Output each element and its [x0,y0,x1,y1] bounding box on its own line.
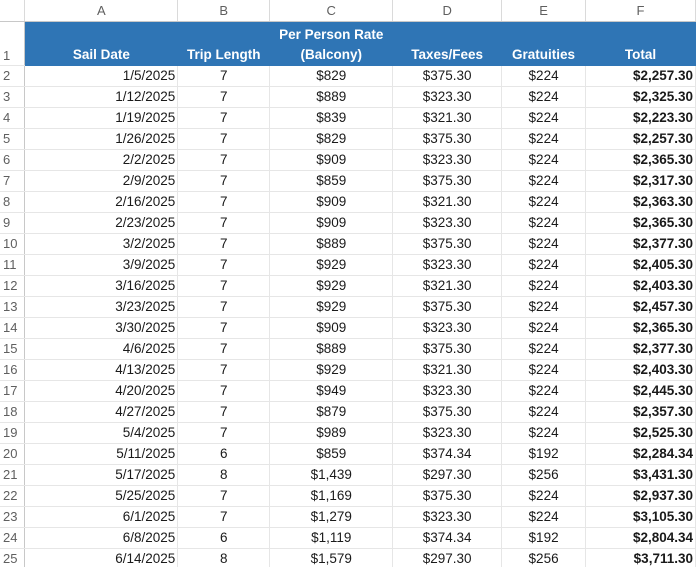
cell-trip-length[interactable]: 7 [178,485,270,506]
cell-trip-length[interactable]: 7 [178,212,270,233]
cell-taxes-fees[interactable]: $323.30 [393,149,502,170]
header-sail-date[interactable]: Sail Date [25,22,178,66]
cell-gratuities[interactable]: $224 [502,254,586,275]
cell-trip-length[interactable]: 7 [178,401,270,422]
table-row [0,296,696,317]
cell-gratuities[interactable]: $224 [502,191,586,212]
cell-sail-date[interactable]: 4/20/2025 [25,380,178,401]
table-header-row [0,22,696,66]
cell-total[interactable]: $2,445.30 [586,380,696,401]
table-row [0,107,696,128]
column-header-b[interactable]: B [178,0,270,22]
cell-sail-date[interactable]: 2/9/2025 [25,170,178,191]
cell-sail-date[interactable]: 4/27/2025 [25,401,178,422]
row-number[interactable]: 15 [0,338,25,359]
cell-rate[interactable]: $929 [270,254,393,275]
table-row [0,170,696,191]
cell-gratuities[interactable]: $256 [502,548,586,567]
cell-taxes-fees[interactable]: $321.30 [393,275,502,296]
cell-total[interactable]: $2,325.30 [586,86,696,107]
row-number[interactable]: 7 [0,170,25,191]
row-number[interactable]: 3 [0,86,25,107]
cell-total[interactable]: $2,365.30 [586,149,696,170]
cell-rate[interactable]: $1,579 [270,548,393,567]
cell-gratuities[interactable]: $224 [502,401,586,422]
cell-gratuities[interactable]: $224 [502,296,586,317]
cell-trip-length[interactable]: 6 [178,443,270,464]
row-number[interactable]: 8 [0,191,25,212]
cell-rate[interactable]: $859 [270,170,393,191]
table-row [0,527,696,548]
cell-total[interactable]: $2,804.34 [586,527,696,548]
cell-total[interactable]: $2,365.30 [586,212,696,233]
cell-sail-date[interactable]: 3/2/2025 [25,233,178,254]
header-per-person-rate[interactable] [270,22,393,66]
cell-gratuities[interactable]: $224 [502,149,586,170]
cell-sail-date[interactable]: 2/2/2025 [25,149,178,170]
column-header-d[interactable]: D [393,0,502,22]
header-total[interactable]: Total [586,22,696,66]
cell-rate[interactable]: $909 [270,212,393,233]
cell-rate[interactable]: $1,119 [270,527,393,548]
cell-gratuities[interactable]: $224 [502,107,586,128]
table-row [0,86,696,107]
table-row [0,359,696,380]
cell-rate[interactable]: $1,169 [270,485,393,506]
header-rate-line1: Per Person Rate [279,26,384,42]
cell-gratuities[interactable]: $224 [502,170,586,191]
cell-total[interactable]: $2,357.30 [586,401,696,422]
cell-trip-length[interactable]: 7 [178,107,270,128]
cell-trip-length[interactable]: 7 [178,275,270,296]
table-row [0,233,696,254]
cell-taxes-fees[interactable]: $375.30 [393,296,502,317]
cell-total[interactable]: $2,403.30 [586,275,696,296]
cell-rate[interactable]: $889 [270,338,393,359]
row-number[interactable]: 10 [0,233,25,254]
row-number[interactable]: 17 [0,380,25,401]
cell-trip-length[interactable]: 7 [178,338,270,359]
cell-rate[interactable]: $829 [270,66,393,87]
select-all-corner[interactable] [0,0,25,22]
cell-taxes-fees[interactable]: $375.30 [393,401,502,422]
table-row [0,464,696,485]
row-number[interactable]: 5 [0,128,25,149]
row-number[interactable]: 4 [0,107,25,128]
column-header-bar [0,0,696,22]
row-number[interactable]: 18 [0,401,25,422]
cell-trip-length[interactable]: 8 [178,464,270,485]
cell-sail-date[interactable]: 4/6/2025 [25,338,178,359]
cell-taxes-fees[interactable]: $375.30 [393,485,502,506]
row-number[interactable]: 11 [0,254,25,275]
cell-trip-length[interactable]: 7 [178,233,270,254]
cell-rate[interactable]: $949 [270,380,393,401]
row-number[interactable]: 14 [0,317,25,338]
cell-rate[interactable]: $909 [270,191,393,212]
row-number[interactable]: 20 [0,443,25,464]
cell-total[interactable]: $3,431.30 [586,464,696,485]
cell-gratuities[interactable]: $224 [502,485,586,506]
cell-rate[interactable]: $889 [270,86,393,107]
cell-total[interactable]: $2,405.30 [586,254,696,275]
cell-sail-date[interactable]: 4/13/2025 [25,359,178,380]
cell-total[interactable]: $2,223.30 [586,107,696,128]
cell-gratuities[interactable]: $224 [502,128,586,149]
column-header-e[interactable]: E [502,0,586,22]
cell-total[interactable]: $2,525.30 [586,422,696,443]
cell-taxes-fees[interactable]: $323.30 [393,212,502,233]
cell-gratuities[interactable]: $224 [502,380,586,401]
table-row [0,422,696,443]
cell-sail-date[interactable]: 6/8/2025 [25,527,178,548]
header-gratuities[interactable]: Gratuities [502,22,586,66]
cell-trip-length[interactable]: 7 [178,506,270,527]
row-number[interactable]: 23 [0,506,25,527]
row-number[interactable]: 12 [0,275,25,296]
row-number[interactable]: 1 [0,22,25,66]
cell-gratuities[interactable]: $224 [502,275,586,296]
row-number[interactable]: 19 [0,422,25,443]
cell-gratuities[interactable]: $224 [502,506,586,527]
table-row [0,128,696,149]
row-number[interactable]: 13 [0,296,25,317]
table-row [0,548,696,567]
cell-sail-date[interactable]: 3/30/2025 [25,317,178,338]
cell-sail-date[interactable]: 1/12/2025 [25,86,178,107]
table-row [0,380,696,401]
cell-gratuities[interactable]: $224 [502,338,586,359]
cell-sail-date[interactable]: 1/26/2025 [25,128,178,149]
cell-taxes-fees[interactable]: $321.30 [393,191,502,212]
cell-trip-length[interactable]: 7 [178,191,270,212]
row-number[interactable]: 22 [0,485,25,506]
cell-sail-date[interactable]: 6/14/2025 [25,548,178,567]
cell-total[interactable]: $2,377.30 [586,338,696,359]
cell-taxes-fees[interactable]: $323.30 [393,422,502,443]
cell-rate[interactable]: $1,439 [270,464,393,485]
cell-total[interactable]: $2,257.30 [586,128,696,149]
cell-trip-length[interactable]: 7 [178,359,270,380]
cell-taxes-fees[interactable]: $323.30 [393,380,502,401]
column-header-f[interactable]: F [586,0,696,22]
row-number[interactable]: 16 [0,359,25,380]
cell-sail-date[interactable]: 5/25/2025 [25,485,178,506]
cell-trip-length[interactable]: 7 [178,422,270,443]
cell-taxes-fees[interactable]: $375.30 [393,338,502,359]
cell-rate[interactable]: $859 [270,443,393,464]
cell-gratuities[interactable]: $224 [502,212,586,233]
cell-trip-length[interactable]: 7 [178,380,270,401]
cell-total[interactable]: $2,937.30 [586,485,696,506]
cell-trip-length[interactable]: 7 [178,296,270,317]
cell-total[interactable]: $2,317.30 [586,170,696,191]
cell-taxes-fees[interactable]: $375.30 [393,233,502,254]
cell-taxes-fees[interactable]: $297.30 [393,464,502,485]
cell-sail-date[interactable]: 3/16/2025 [25,275,178,296]
cell-gratuities[interactable]: $224 [502,317,586,338]
cell-gratuities[interactable]: $224 [502,86,586,107]
cell-rate[interactable]: $929 [270,359,393,380]
cell-gratuities[interactable]: $224 [502,422,586,443]
table-row [0,443,696,464]
row-number[interactable]: 2 [0,66,25,87]
cell-rate[interactable]: $839 [270,107,393,128]
cell-sail-date[interactable]: 3/23/2025 [25,296,178,317]
cell-total[interactable]: $3,711.30 [586,548,696,567]
table-row [0,254,696,275]
cell-trip-length[interactable]: 6 [178,527,270,548]
cell-taxes-fees[interactable]: $375.30 [393,128,502,149]
cell-rate[interactable]: $879 [270,401,393,422]
cell-gratuities[interactable]: $256 [502,464,586,485]
table-row [0,338,696,359]
cell-taxes-fees[interactable]: $323.30 [393,86,502,107]
cell-sail-date[interactable]: 2/16/2025 [25,191,178,212]
cell-total[interactable]: $2,284.34 [586,443,696,464]
cell-sail-date[interactable]: 2/23/2025 [25,212,178,233]
cell-sail-date[interactable]: 1/5/2025 [25,66,178,87]
cell-total[interactable]: $2,377.30 [586,233,696,254]
cell-taxes-fees[interactable]: $323.30 [393,317,502,338]
cell-trip-length[interactable]: 7 [178,86,270,107]
cell-rate[interactable]: $929 [270,275,393,296]
table-row [0,401,696,422]
cell-taxes-fees[interactable]: $297.30 [393,548,502,567]
cell-sail-date[interactable]: 5/4/2025 [25,422,178,443]
cell-total[interactable]: $3,105.30 [586,506,696,527]
cell-taxes-fees[interactable]: $375.30 [393,170,502,191]
cell-total[interactable]: $2,365.30 [586,317,696,338]
cell-total[interactable]: $2,457.30 [586,296,696,317]
cell-gratuities[interactable]: $224 [502,66,586,87]
cell-trip-length[interactable]: 7 [178,254,270,275]
header-taxes-fees[interactable]: Taxes/Fees [393,22,502,66]
cell-total[interactable]: $2,363.30 [586,191,696,212]
cell-taxes-fees[interactable]: $375.30 [393,66,502,87]
row-number[interactable]: 21 [0,464,25,485]
cell-trip-length[interactable]: 7 [178,149,270,170]
row-number[interactable]: 24 [0,527,25,548]
cell-taxes-fees[interactable]: $323.30 [393,506,502,527]
row-number[interactable]: 25 [0,548,25,567]
cell-trip-length[interactable]: 8 [178,548,270,567]
column-header-c[interactable]: C [270,0,393,22]
cell-rate[interactable]: $1,279 [270,506,393,527]
table-row [0,275,696,296]
cell-taxes-fees[interactable]: $374.34 [393,527,502,548]
cell-total[interactable]: $2,257.30 [586,66,696,87]
cell-rate[interactable]: $909 [270,149,393,170]
cell-trip-length[interactable]: 7 [178,317,270,338]
cell-rate[interactable]: $909 [270,317,393,338]
cell-trip-length[interactable]: 7 [178,128,270,149]
cell-total[interactable]: $2,403.30 [586,359,696,380]
column-header-a[interactable]: A [25,0,178,22]
cell-taxes-fees[interactable]: $374.34 [393,443,502,464]
cell-sail-date[interactable]: 3/9/2025 [25,254,178,275]
cell-gratuities[interactable]: $224 [502,359,586,380]
table-row [0,212,696,233]
cell-taxes-fees[interactable]: $321.30 [393,359,502,380]
cell-rate[interactable]: $989 [270,422,393,443]
cell-taxes-fees[interactable]: $323.30 [393,254,502,275]
cell-sail-date[interactable]: 1/19/2025 [25,107,178,128]
table-row [0,66,696,87]
cell-gratuities[interactable]: $224 [502,233,586,254]
cell-trip-length[interactable]: 7 [178,66,270,87]
cell-sail-date[interactable]: 6/1/2025 [25,506,178,527]
table-row [0,506,696,527]
table-row [0,485,696,506]
cell-rate[interactable]: $829 [270,128,393,149]
cell-sail-date[interactable]: 5/17/2025 [25,464,178,485]
cell-sail-date[interactable]: 5/11/2025 [25,443,178,464]
row-number[interactable]: 9 [0,212,25,233]
cell-trip-length[interactable]: 7 [178,170,270,191]
table-row [0,191,696,212]
cell-gratuities[interactable]: $192 [502,527,586,548]
cell-taxes-fees[interactable]: $321.30 [393,107,502,128]
header-trip-length[interactable]: Trip Length [178,22,270,66]
row-number[interactable]: 6 [0,149,25,170]
cell-gratuities[interactable]: $192 [502,443,586,464]
table-row [0,317,696,338]
cell-rate[interactable]: $929 [270,296,393,317]
cell-rate[interactable]: $889 [270,233,393,254]
table-row [0,149,696,170]
header-rate-line2: (Balcony) [300,46,362,62]
